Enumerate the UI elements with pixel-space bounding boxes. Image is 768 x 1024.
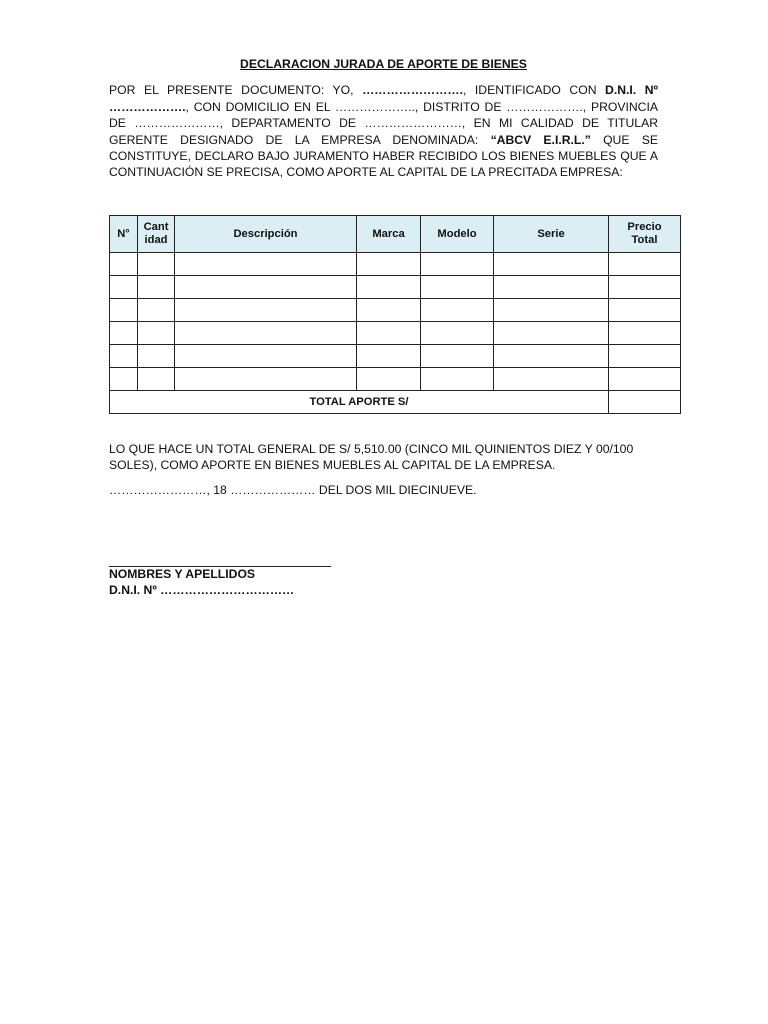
- table-cell: [609, 345, 681, 368]
- table-cell: [494, 345, 609, 368]
- total-label: TOTAL APORTE S/: [110, 391, 609, 414]
- dni-label: D.N.I. Nº: [605, 83, 658, 98]
- table-cell: [175, 322, 357, 345]
- table-cell: [110, 322, 138, 345]
- table-cell: [138, 368, 175, 391]
- header-model: Modelo: [421, 216, 494, 253]
- table-cell: [609, 322, 681, 345]
- table-cell: [138, 276, 175, 299]
- table-cell: [110, 299, 138, 322]
- table-cell: [110, 345, 138, 368]
- table-cell: [357, 253, 421, 276]
- table-cell: [494, 253, 609, 276]
- table-cell: [138, 299, 175, 322]
- table-cell: [494, 299, 609, 322]
- header-brand: Marca: [357, 216, 421, 253]
- table-cell: [138, 253, 175, 276]
- signature-name-label: NOMBRES Y APELLIDOS: [109, 567, 256, 581]
- date-line: ……………………, 18 ………………… DEL DOS MIL DIECINUEVE.: [109, 483, 477, 497]
- goods-table: [109, 215, 681, 414]
- header-number: N°: [110, 216, 138, 253]
- table-cell: [175, 299, 357, 322]
- table-cell: [421, 345, 494, 368]
- intro-text-2: , IDENTIFICADO CON: [462, 83, 606, 98]
- table-cell: [110, 276, 138, 299]
- table-cell: [421, 299, 494, 322]
- intro-paragraph: [109, 82, 658, 180]
- table-cell: [421, 368, 494, 391]
- table-cell: [138, 345, 175, 368]
- table-header-row: [110, 216, 681, 253]
- signature-dni-label: D.N.I. Nº ……………………………: [109, 582, 295, 597]
- table-cell: [494, 276, 609, 299]
- intro-text-4: QUE SE CONSTITUYE, DECLARO BAJO JURAMENTO HABER RECIBIDO LOS BIENES MUEBLES QUE A CONTINUACIÓN SE PRECISA, COMO APORTE AL CAPITAL DE LA PRECITADA EMPRESA:: [109, 132, 658, 180]
- table-cell: [421, 276, 494, 299]
- signature-block: [109, 567, 294, 598]
- intro-text-3: , CON DOMICILIO EN EL ……………….., DISTRITO DE ………………., PROVINCIA DE …………………, DEPARTAMENTO DE ……………………, EN MI CALIDAD DE TITULAR GERENTE DESIGNADO DE LA EMPRESA DENOMINADA:: [109, 99, 658, 147]
- header-description: Descripción: [175, 216, 357, 253]
- table-cell: [609, 368, 681, 391]
- table-row: [110, 345, 681, 368]
- header-serial: Serie: [494, 216, 609, 253]
- table-row: [110, 253, 681, 276]
- table-cell: [138, 322, 175, 345]
- table-cell: [175, 368, 357, 391]
- table-cell: [175, 276, 357, 299]
- table-cell: [494, 368, 609, 391]
- name-blank: …………………….: [362, 83, 463, 98]
- table-row: [110, 276, 681, 299]
- header-price: Precio Total: [609, 216, 681, 253]
- table-cell: [175, 345, 357, 368]
- table-cell: [421, 322, 494, 345]
- document-body: [109, 56, 658, 181]
- table-cell: [357, 345, 421, 368]
- table-row: [110, 322, 681, 345]
- table-cell: [357, 368, 421, 391]
- total-paragraph: LO QUE HACE UN TOTAL GENERAL DE S/ 5,510.00 (CINCO MIL QUINIENTOS DIEZ Y 00/100 SOLES), COMO APORTE EN BIENES MUEBLES AL CAPITAL DE LA EMPRESA.: [109, 442, 634, 473]
- total-value-cell: [609, 391, 681, 414]
- company-name: “ABCV E.I.R.L.”: [490, 132, 591, 147]
- table-cell: [357, 322, 421, 345]
- header-quantity: Cant idad: [138, 216, 175, 253]
- table-cell: [110, 368, 138, 391]
- table-cell: [421, 253, 494, 276]
- table-cell: [175, 253, 357, 276]
- table-cell: [357, 276, 421, 299]
- table-cell: [494, 322, 609, 345]
- table-cell: [357, 299, 421, 322]
- table-cell: [609, 299, 681, 322]
- table-cell: [110, 253, 138, 276]
- table-row: [110, 299, 681, 322]
- document-title: DECLARACION JURADA DE APORTE DE BIENES: [240, 57, 527, 71]
- intro-text-1: POR EL PRESENTE DOCUMENTO: YO,: [109, 83, 363, 98]
- table-row: [110, 368, 681, 391]
- table-cell: [609, 253, 681, 276]
- dni-blank: ……………….: [109, 99, 186, 114]
- total-row: [110, 391, 681, 414]
- table-cell: [609, 276, 681, 299]
